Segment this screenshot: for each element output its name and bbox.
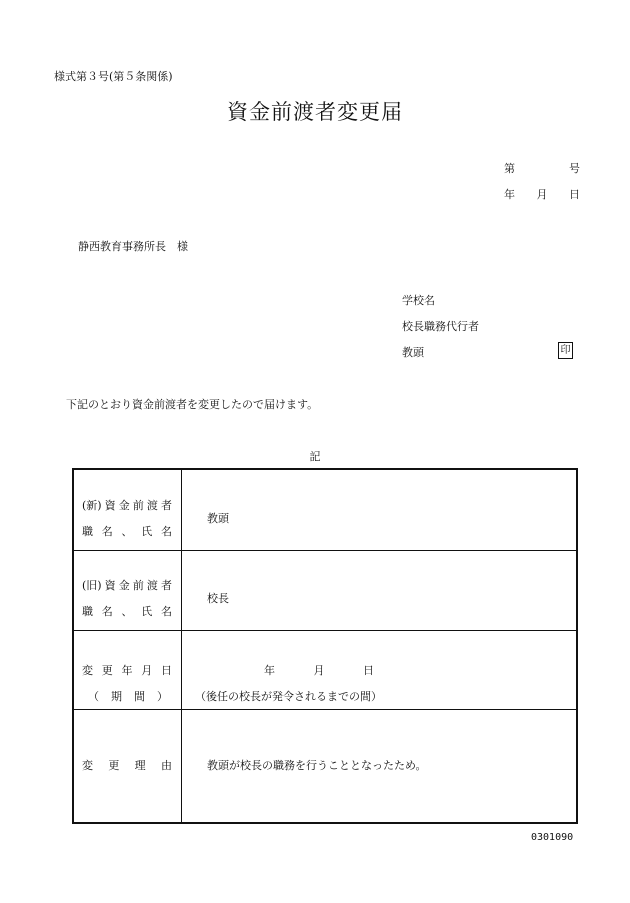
label-char: 名	[101, 605, 113, 618]
label-char: 名	[101, 525, 113, 538]
label-char: 変	[82, 759, 93, 772]
label-char: 理	[134, 759, 146, 772]
date-year-label: 年	[504, 188, 515, 201]
label-char: 氏	[141, 605, 153, 618]
number-label-go: 号	[569, 162, 580, 175]
label-char: 資	[104, 579, 116, 592]
label-char: 間	[134, 690, 145, 703]
column-divider	[181, 470, 182, 822]
reference-number	[504, 160, 580, 176]
label-char: 、	[121, 605, 133, 618]
label-char: 者	[160, 499, 172, 512]
label-char: 月	[141, 664, 153, 677]
label-char: 更	[108, 759, 120, 772]
label-char: 期	[111, 690, 122, 703]
new-payer-label	[74, 470, 181, 550]
label-char: 前	[132, 579, 144, 592]
seal-mark: 印	[558, 342, 573, 359]
change-month-label: 月	[313, 664, 325, 677]
label-char: (新)	[82, 499, 102, 512]
label-char: 渡	[146, 499, 158, 512]
label-char: 年	[121, 664, 133, 677]
label-char: 職	[82, 605, 93, 618]
label-char: ）	[157, 690, 168, 703]
document-title: 資金前渡者変更届	[227, 100, 403, 124]
label-char: 更	[101, 664, 113, 677]
label-char: 日	[161, 664, 172, 677]
details-table	[72, 468, 578, 824]
change-period-value: （後任の校長が発令されるまでの間）	[195, 690, 382, 703]
addressee: 静西教育事務所長 様	[78, 240, 188, 253]
reference-date	[504, 186, 580, 202]
change-date-label	[74, 630, 181, 709]
new-payer-value: 教頭	[207, 512, 229, 525]
school-name-label: 学校名	[402, 294, 435, 307]
ki-heading: 記	[309, 450, 321, 463]
label-char: 資	[104, 499, 116, 512]
change-year-label: 年	[264, 664, 275, 677]
change-reason-label	[74, 709, 181, 824]
acting-principal-label: 校長職務代行者	[402, 320, 479, 333]
change-date-blank	[264, 662, 374, 678]
change-reason-value: 教頭が校長の職務を行うこととなったため。	[207, 759, 427, 772]
old-payer-label	[74, 550, 181, 630]
label-char: 由	[160, 759, 172, 772]
label-char: 名	[161, 525, 172, 538]
date-day-label: 日	[569, 188, 580, 201]
old-payer-value: 校長	[207, 592, 229, 605]
change-day-label: 日	[363, 664, 374, 677]
form-number: 様式第３号(第５条関係)	[54, 70, 173, 83]
label-char: 名	[161, 605, 172, 618]
label-char: (旧)	[82, 579, 102, 592]
intro-text: 下記のとおり資金前渡者を変更したので届けます。	[66, 398, 319, 411]
footer-code: 0301090	[531, 832, 574, 843]
label-char: 者	[160, 579, 172, 592]
label-char: （	[88, 690, 99, 703]
label-char: 氏	[141, 525, 153, 538]
label-char: 、	[121, 525, 133, 538]
label-char: 金	[118, 499, 130, 512]
label-char: 渡	[146, 579, 158, 592]
label-char: 金	[118, 579, 130, 592]
label-char: 職	[82, 525, 93, 538]
label-char: 前	[132, 499, 144, 512]
number-label-dai: 第	[504, 162, 515, 175]
date-month-label: 月	[536, 188, 548, 201]
label-char: 変	[82, 664, 93, 677]
vice-principal-label: 教頭	[402, 346, 424, 359]
